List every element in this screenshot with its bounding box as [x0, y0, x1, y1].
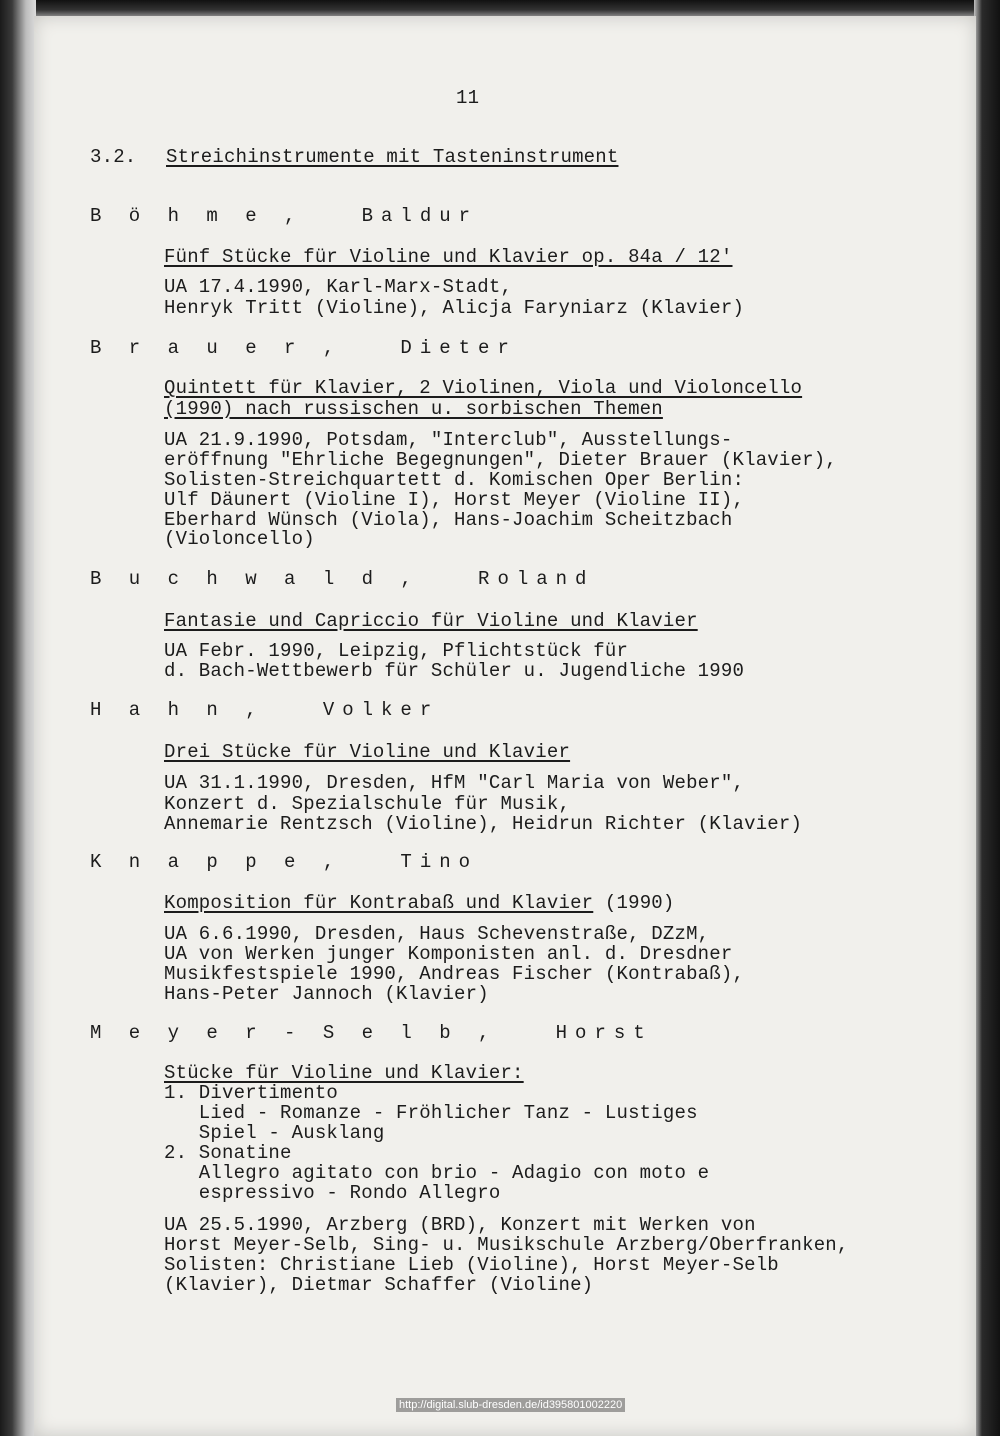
performance-detail: UA 25.5.1990, Arzberg (BRD), Konzert mit Werken von [164, 1214, 756, 1236]
performance-detail: (Klavier), Dietmar Schaffer (Violine) [164, 1274, 594, 1296]
source-watermark: http://digital.slub-dresden.de/id395801002220 [396, 1398, 625, 1412]
performance-detail: UA 6.6.1990, Dresden, Haus Schevenstraße, DZzM, [164, 923, 710, 945]
performance-detail: UA 21.9.1990, Potsdam, "Interclub", Ausstellungs- [164, 429, 733, 451]
work-title: Drei Stücke für Violine und Klavier [164, 741, 571, 763]
work-title: Komposition für Kontrabaß und Klavier [164, 892, 594, 914]
performance-detail: Eberhard Wünsch (Viola), Hans-Joachim Scheitzbach [164, 509, 733, 531]
work-title: Fantasie und Capriccio für Violine und Klavier [164, 610, 698, 632]
section-title: Streichinstrumente mit Tasteninstrument [166, 146, 619, 168]
performance-detail: UA Febr. 1990, Leipzig, Pflichtstück für [164, 640, 629, 662]
performance-detail: UA 17.4.1990, Karl-Marx-Stadt, [164, 276, 513, 298]
work-year: (1990) [593, 892, 675, 914]
work-part: Lied - Romanze - Fröhlicher Tanz - Lustiges [164, 1102, 698, 1124]
composer-name: M e y e r - S e l b , Horst [90, 1022, 653, 1044]
performance-detail: Musikfestspiele 1990, Andreas Fischer (Kontrabaß), [164, 963, 745, 985]
composer-name: B ö h m e , Baldur [90, 205, 479, 227]
composer-name: H a h n , Volker [90, 699, 440, 721]
performance-detail: Hans-Peter Jannoch (Klavier) [164, 983, 489, 1005]
performance-detail: (Violoncello) [164, 528, 315, 550]
scan-left-edge [0, 0, 36, 1436]
work-title: Stücke für Violine und Klavier: [164, 1062, 524, 1084]
work-title: Fünf Stücke für Violine und Klavier op. 84a / 12' [164, 246, 733, 268]
performance-detail: Horst Meyer-Selb, Sing- u. Musikschule Arzberg/Oberfranken, [164, 1234, 849, 1256]
performance-detail: Annemarie Rentzsch (Violine), Heidrun Richter (Klavier) [164, 813, 803, 835]
work-title: (1990) nach russischen u. sorbischen Themen [164, 398, 663, 420]
performance-detail: eröffnung "Ehrliche Begegnungen", Dieter Brauer (Klavier), [164, 449, 837, 471]
performance-detail: UA 31.1.1990, Dresden, HfM "Carl Maria von Weber", [164, 772, 745, 794]
page-number: 11 [456, 87, 480, 109]
work-title: Quintett für Klavier, 2 Violinen, Viola und Violoncello [164, 377, 803, 399]
performance-detail: UA von Werken junger Komponisten anl. d. Dresdner [164, 943, 733, 965]
performance-detail: Henryk Tritt (Violine), Alicja Faryniarz (Klavier) [164, 297, 745, 319]
composer-name: B u c h w a l d , Roland [90, 568, 595, 590]
work-part: 2. Sonatine [164, 1142, 292, 1164]
performance-detail: d. Bach-Wettbewerb für Schüler u. Jugendliche 1990 [164, 660, 745, 682]
work-part: Spiel - Ausklang [164, 1122, 385, 1144]
work-part: Allegro agitato con brio - Adagio con moto e [164, 1162, 710, 1184]
composer-name: K n a p p e , Tino [90, 851, 479, 873]
composer-name: B r a u e r , Dieter [90, 337, 517, 359]
performance-detail: Ulf Däunert (Violine I), Horst Meyer (Violine II), [164, 489, 745, 511]
performance-detail: Solisten: Christiane Lieb (Violine), Horst Meyer-Selb [164, 1254, 779, 1276]
section-number: 3.2. [90, 146, 137, 168]
work-part: espressivo - Rondo Allegro [164, 1182, 501, 1204]
performance-detail: Konzert d. Spezialschule für Musik, [164, 793, 571, 815]
scan-right-edge [974, 0, 1000, 1436]
work-part: 1. Divertimento [164, 1082, 339, 1104]
work-title-line [164, 893, 675, 913]
performance-detail: Solisten-Streichquartett d. Komischen Oper Berlin: [164, 469, 745, 491]
